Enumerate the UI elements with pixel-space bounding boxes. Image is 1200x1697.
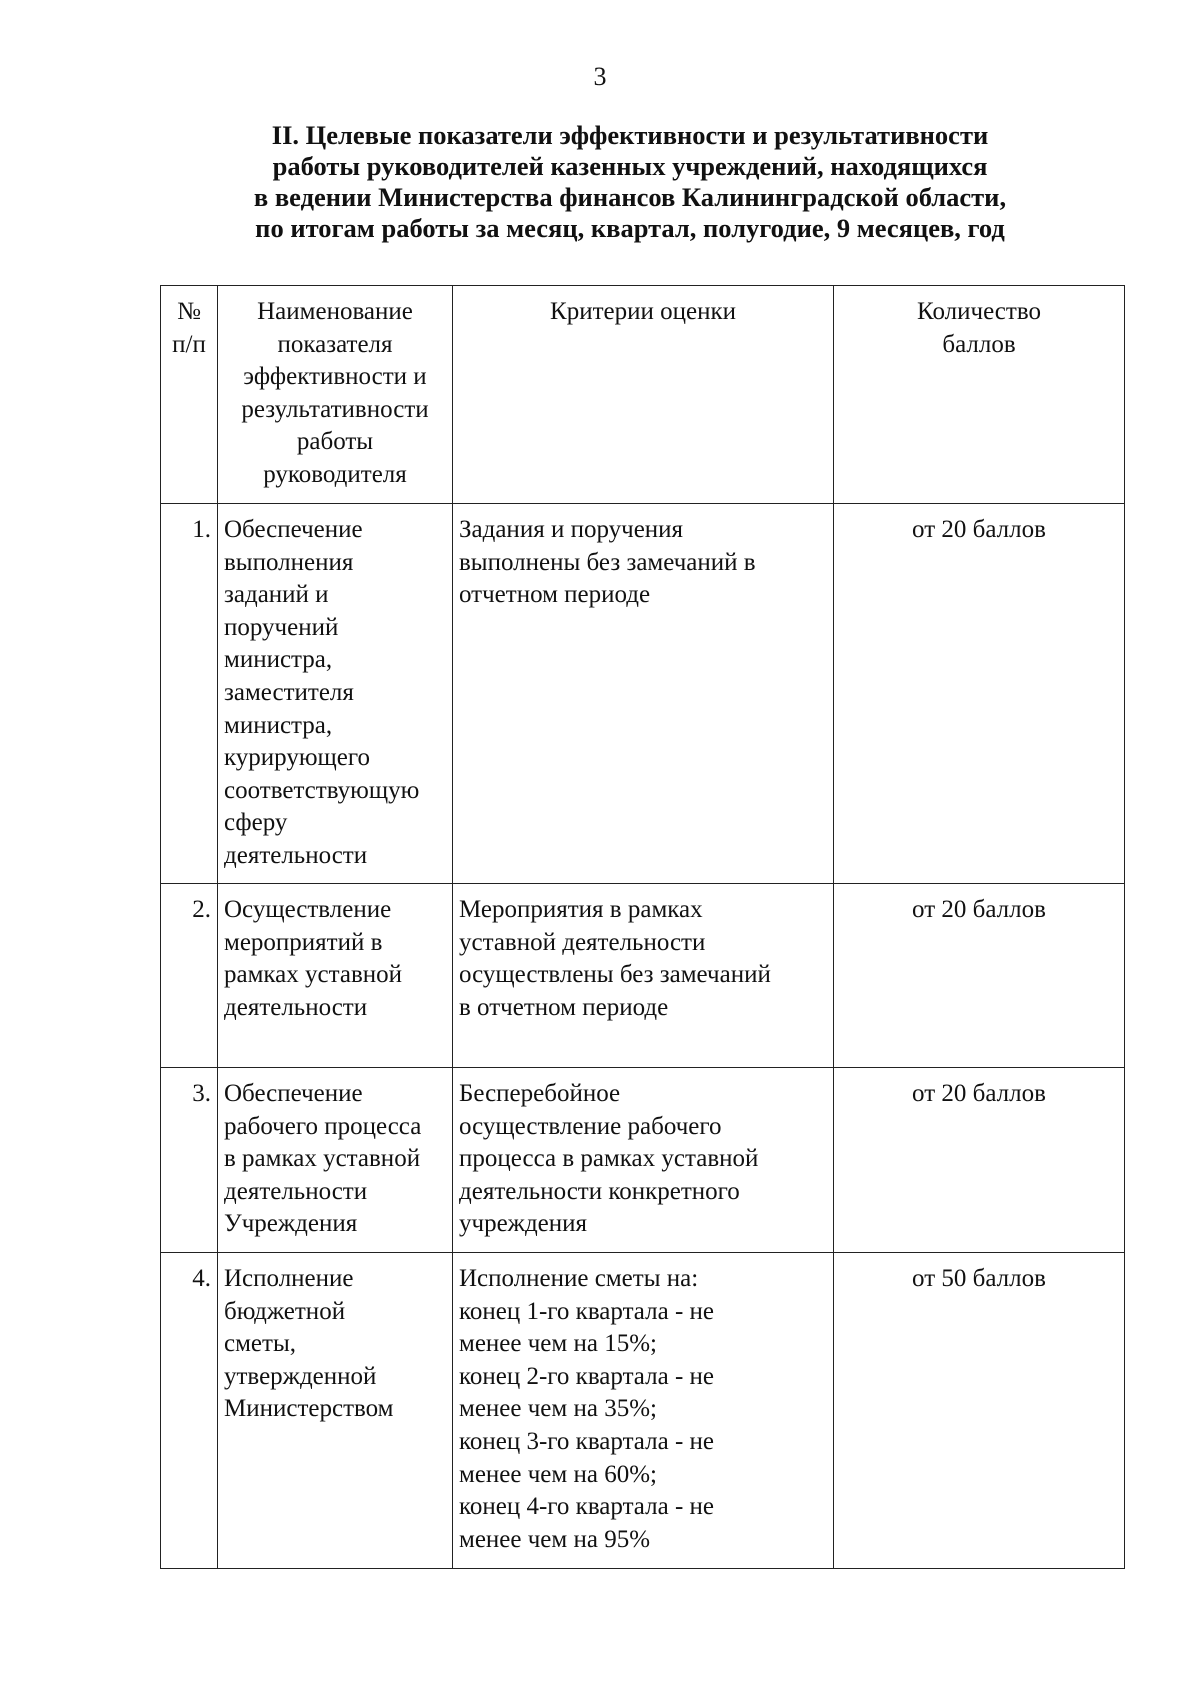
header-text: п/п <box>172 330 206 358</box>
header-num-cell <box>161 286 218 504</box>
cell-text: конец 2-го квартала - не <box>459 1362 714 1390</box>
cell-text: рабочего процесса <box>224 1112 422 1140</box>
cell-text: менее чем на 95% <box>459 1525 651 1553</box>
cell-text: осуществление рабочего <box>459 1112 722 1140</box>
cell-text: Учреждения <box>224 1210 358 1238</box>
score-cell: от 20 баллов <box>834 884 1125 1068</box>
cell-text: сметы, <box>224 1330 296 1358</box>
cell-text: Мероприятия в рамках <box>459 896 703 923</box>
cell-text: деятельности <box>224 841 368 869</box>
cell-text: деятельности <box>224 1177 368 1205</box>
cell-text: в рамках уставной <box>224 1145 421 1173</box>
cell-text: заместителя <box>224 678 354 706</box>
header-text: баллов <box>942 330 1016 358</box>
cell-text: Задания и поручения <box>459 516 684 543</box>
title-line: II. Целевые показатели эффективности и результативности <box>271 120 989 150</box>
cell-text: Министерством <box>224 1395 394 1423</box>
row-number: 2. <box>161 884 218 1068</box>
criteria-cell <box>453 1253 834 1569</box>
header-text: результативности <box>241 395 429 423</box>
cell-text: выполнены без замечаний в <box>459 548 756 576</box>
cell-text: в отчетном периоде <box>459 993 669 1021</box>
cell-text: Осуществление <box>224 896 392 923</box>
cell-text: менее чем на 35%; <box>459 1395 657 1423</box>
cell-text: учреждения <box>459 1210 588 1238</box>
table-row <box>161 1253 1125 1569</box>
table-row <box>161 884 1125 1068</box>
cell-text: утвержденной <box>224 1362 377 1390</box>
score-cell: от 50 баллов <box>834 1253 1125 1569</box>
cell-text: отчетном периоде <box>459 581 651 609</box>
header-name-cell <box>218 286 453 504</box>
header-text: № <box>177 298 201 325</box>
header-text: показателя <box>277 330 393 358</box>
cell-text: менее чем на 60%; <box>459 1460 657 1488</box>
criteria-cell <box>453 1068 834 1253</box>
title-line: в ведении Министерства финансов Калининградской области, <box>253 182 1007 212</box>
header-text: эффективности и <box>243 363 427 391</box>
cell-text: осуществлены без замечаний <box>459 961 771 989</box>
cell-text: конец 4-го квартала - не <box>459 1493 714 1521</box>
cell-text: Исполнение сметы на: <box>459 1265 699 1292</box>
table-header-row <box>161 286 1125 504</box>
cell-text: уставной деятельности <box>459 928 706 956</box>
cell-text: Обеспечение <box>224 1080 363 1107</box>
row-number: 3. <box>161 1068 218 1253</box>
cell-text: Бесперебойное <box>459 1080 621 1107</box>
header-text: Наименование <box>257 298 413 325</box>
header-score-cell <box>834 286 1125 504</box>
indicators-table <box>160 285 1125 1569</box>
cell-text: процесса в рамках уставной <box>459 1145 759 1173</box>
header-text: Количество <box>917 298 1041 325</box>
cell-text: Исполнение <box>224 1265 354 1292</box>
cell-text: поручений <box>224 613 339 641</box>
cell-text: министра, <box>224 646 333 674</box>
cell-text: конец 1-го квартала - не <box>459 1297 714 1325</box>
cell-text: Обеспечение <box>224 516 363 543</box>
cell-text: заданий и <box>224 581 329 609</box>
indicator-name-cell <box>218 884 453 1068</box>
cell-text: бюджетной <box>224 1297 346 1325</box>
criteria-cell <box>453 504 834 884</box>
table-row <box>161 1068 1125 1253</box>
row-number: 1. <box>161 504 218 884</box>
cell-text: деятельности <box>224 993 368 1021</box>
cell-text: мероприятий в <box>224 928 383 956</box>
row-number: 4. <box>161 1253 218 1569</box>
header-text: Критерии оценки <box>550 298 736 325</box>
header-criteria-cell <box>453 286 834 504</box>
score-cell: от 20 баллов <box>834 1068 1125 1253</box>
cell-text: выполнения <box>224 548 354 576</box>
page-number: 3 <box>593 62 607 91</box>
indicator-name-cell <box>218 504 453 884</box>
cell-text: менее чем на 15%; <box>459 1330 657 1358</box>
indicator-name-cell <box>218 1253 453 1569</box>
score-cell: от 20 баллов <box>834 504 1125 884</box>
cell-text: курирующего <box>224 744 370 772</box>
cell-text: сферу <box>224 809 288 837</box>
criteria-cell <box>453 884 834 1068</box>
cell-text: министра, <box>224 711 333 739</box>
header-text: руководителя <box>263 460 407 488</box>
title-line: работы руководителей казенных учреждений, находящихся <box>272 151 988 181</box>
cell-text: рамках уставной <box>224 961 403 989</box>
cell-text: деятельности конкретного <box>459 1177 740 1205</box>
header-text: работы <box>296 428 374 456</box>
cell-text: соответствующую <box>224 776 420 804</box>
section-title <box>150 120 1110 244</box>
title-line: по итогам работы за месяц, квартал, полугодие, 9 месяцев, год <box>255 213 1005 243</box>
cell-text: конец 3-го квартала - не <box>459 1427 714 1455</box>
table-row <box>161 504 1125 884</box>
indicator-name-cell <box>218 1068 453 1253</box>
